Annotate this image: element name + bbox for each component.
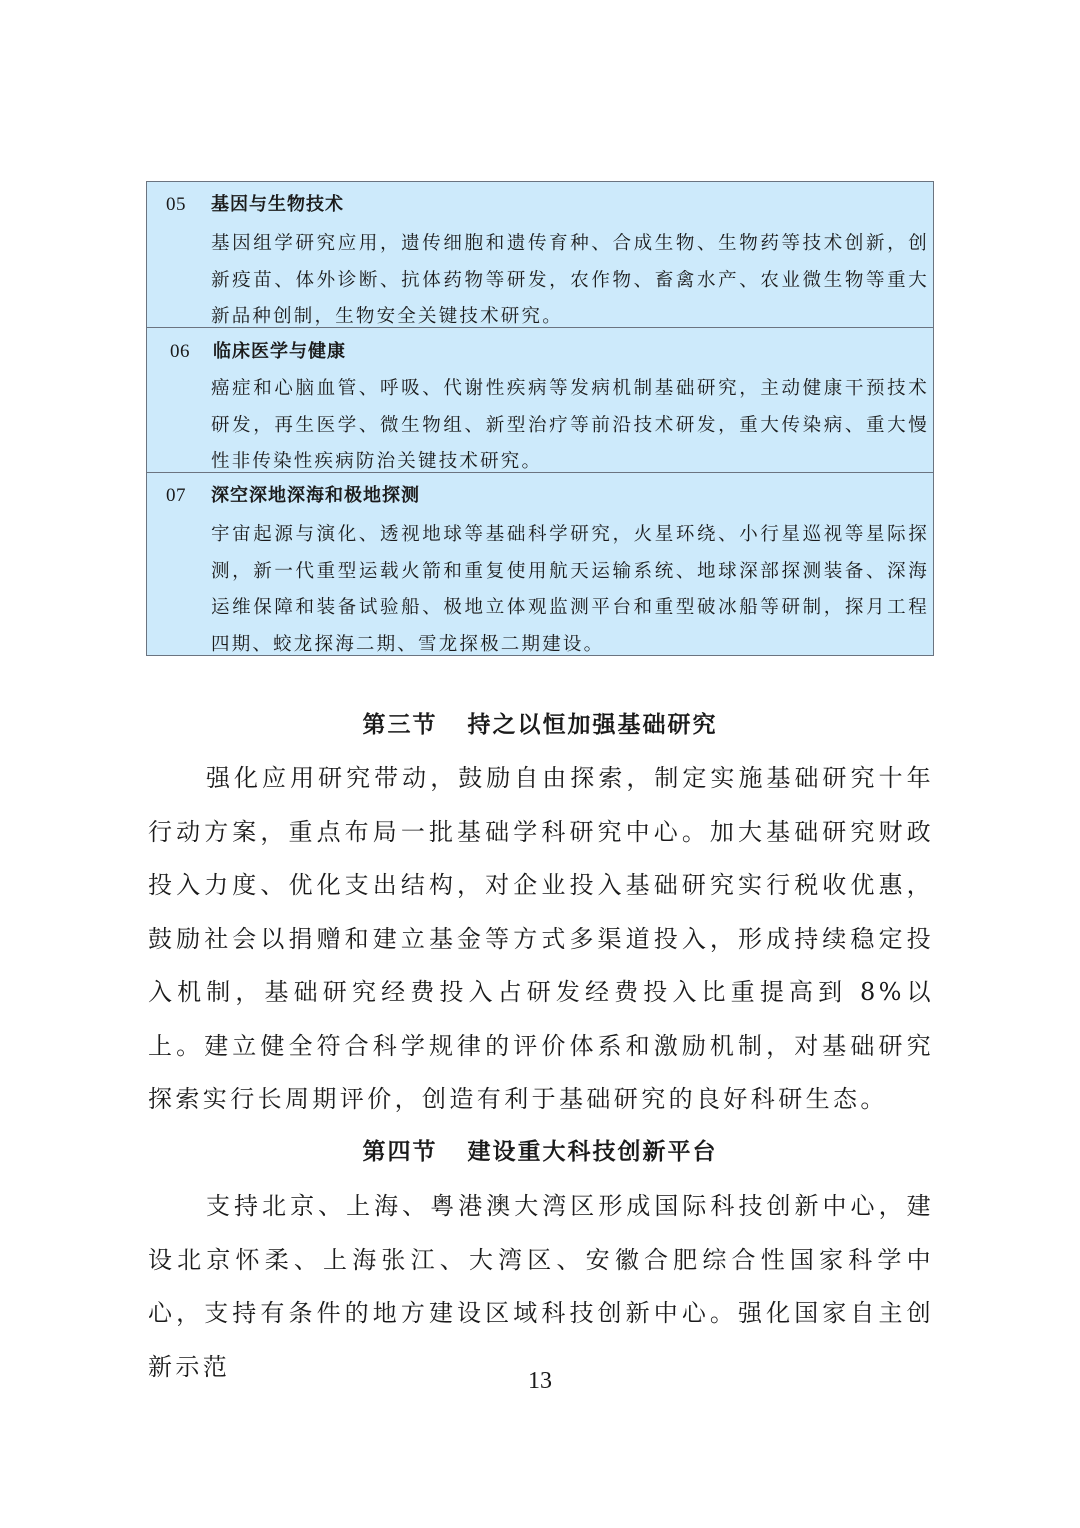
section-title: 建设重大科技创新平台	[467, 1138, 718, 1165]
section-4-paragraph: 支持北京、上海、粤港澳大湾区形成国际科技创新中心，建设北京怀柔、上海张江、大湾区、安徽合肥综合性国家科学中心，支持有条件的地方建设区域科技创新中心。强化国家自主创新示范	[148, 1192, 934, 1381]
row-title: 临床医学与健康	[213, 341, 346, 362]
box-row-07	[147, 473, 933, 655]
page-number: 13	[528, 1368, 552, 1394]
row-title: 深空深地深海和极地探测	[211, 485, 420, 506]
section-number: 第四节	[362, 1138, 438, 1165]
section-number: 第三节	[362, 711, 438, 738]
row-body: 癌症和心脑血管、呼吸、代谢性疾病等发病机制基础研究，主动健康干预技术研发，再生医学、微生物组、新型治疗等前沿技术研发，重大传染病、重大慢性非传染性疾病防治关键技术研究。	[211, 378, 929, 472]
row-number: 07	[166, 485, 186, 506]
row-number: 06	[170, 341, 190, 362]
row-body: 宇宙起源与演化、透视地球等基础科学研究，火星环绕、小行星巡视等星际探测，新一代重型运载火箭和重复使用航天运输系统、地球深部探测装备、深海运维保障和装备试验船、极地立体观监测平台和重型破冰船等研制，探月工程四期、蛟龙探海二期、雪龙探极二期建设。	[211, 524, 929, 655]
box-row-05	[147, 182, 933, 328]
row-title: 基因与生物技术	[211, 194, 344, 215]
row-number: 05	[166, 194, 186, 215]
section-heading-3	[146, 708, 934, 742]
box-row-06	[147, 328, 933, 473]
row-body: 基因组学研究应用，遗传细胞和遗传育种、合成生物、生物药等技术创新，创新疫苗、体外诊断、抗体药物等研发，农作物、畜禽水产、农业微生物等重大新品种创制，生物安全关键技术研究。	[211, 233, 929, 327]
section-title: 持之以恒加强基础研究	[467, 711, 718, 738]
section-3-paragraph: 强化应用研究带动，鼓励自由探索，制定实施基础研究十年行动方案，重点布局一批基础学科研究中心。加大基础研究财政投入力度、优化支出结构，对企业投入基础研究实行税收优惠，鼓励社会以捐赠和建立基金等方式多渠道投入，形成持续稳定投入机制，基础研究经费投入占研发经费投入比重提高到 8%以上。建立健全符合科学规律的评价体系和激励机制，对基础研究探索实行长周期评价，创造有利于基础研究的良好科研生态。	[148, 764, 934, 1113]
technology-areas-box	[146, 181, 934, 656]
section-heading-4	[146, 1135, 934, 1169]
